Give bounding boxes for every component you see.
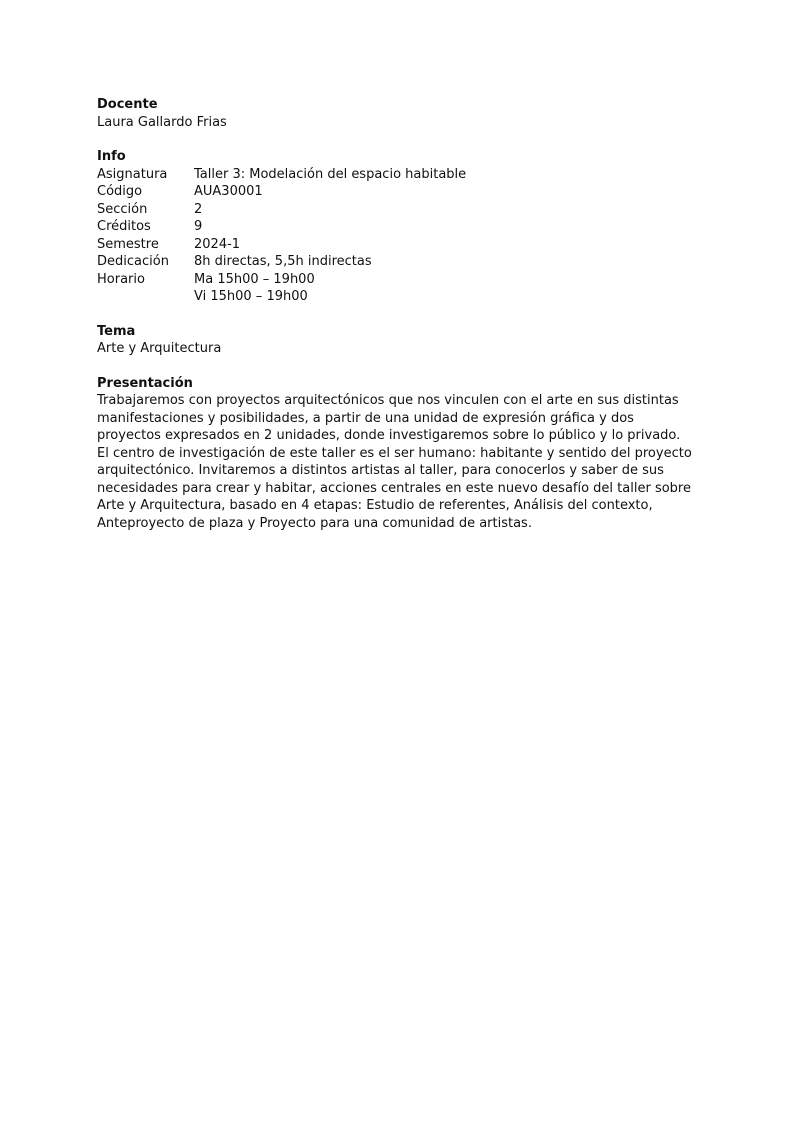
presentacion-heading: Presentación bbox=[97, 375, 193, 391]
info-value: 2 bbox=[194, 201, 203, 217]
horario-line: Vi 15h00 – 19h00 bbox=[194, 289, 308, 304]
info-row-dedicacion bbox=[97, 253, 697, 271]
info-row-seccion bbox=[97, 201, 697, 219]
info-section bbox=[97, 148, 697, 306]
info-value: Taller 3: Modelación del espacio habitable bbox=[194, 166, 467, 182]
info-row-creditos bbox=[97, 218, 697, 236]
info-table bbox=[97, 166, 697, 306]
info-value: 2024-1 bbox=[194, 236, 241, 252]
horario-lines bbox=[194, 271, 315, 306]
tema-text: Arte y Arquitectura bbox=[97, 341, 222, 356]
info-row-semestre bbox=[97, 236, 697, 254]
info-label: Créditos bbox=[97, 219, 151, 234]
presentacion-paragraph: Trabajaremos con proyectos arquitectónicos que nos vinculen con el arte en sus distintas manifestaciones y posibilidades, a partir de una unidad de expresión gráfica y dos proyectos expresados en 2 unidades, donde investigaremos sobre lo público y lo privado. El centro de investigación de este taller es el ser humano: habitante y sentido del proyecto arquitectónico. Invitaremos a distintos artistas al taller, para conocerlos y saber de sus necesidades para crear y habitar, acciones centrales en este nuevo desafío del taller sobre Arte y Arquitectura, basado en 4 etapas: Estudio de referentes, Análisis del contexto, Anteproyecto de plaza y Proyecto para una comunidad de artistas. bbox=[97, 393, 692, 531]
info-value: AUA30001 bbox=[194, 184, 263, 199]
info-heading: Info bbox=[97, 149, 126, 164]
info-label: Dedicación bbox=[97, 254, 169, 269]
docente-heading: Docente bbox=[97, 97, 158, 112]
info-row-horario bbox=[97, 271, 697, 306]
tema-section bbox=[97, 323, 697, 358]
tema-heading: Tema bbox=[97, 323, 136, 339]
info-value: 9 bbox=[194, 219, 203, 234]
presentacion-section bbox=[97, 375, 697, 533]
info-value: 8h directas, 5,5h indirectas bbox=[194, 254, 372, 269]
info-label: Semestre bbox=[97, 236, 159, 252]
info-label: Sección bbox=[97, 201, 148, 217]
info-row-asignatura bbox=[97, 166, 697, 184]
horario-line: Ma 15h00 – 19h00 bbox=[194, 271, 315, 287]
info-label: Código bbox=[97, 184, 143, 199]
document-page bbox=[97, 96, 697, 549]
info-label: Horario bbox=[97, 271, 145, 287]
docente-section bbox=[97, 96, 697, 131]
docente-name: Laura Gallardo Frias bbox=[97, 114, 227, 130]
info-row-codigo bbox=[97, 183, 697, 201]
info-label: Asignatura bbox=[97, 166, 168, 182]
